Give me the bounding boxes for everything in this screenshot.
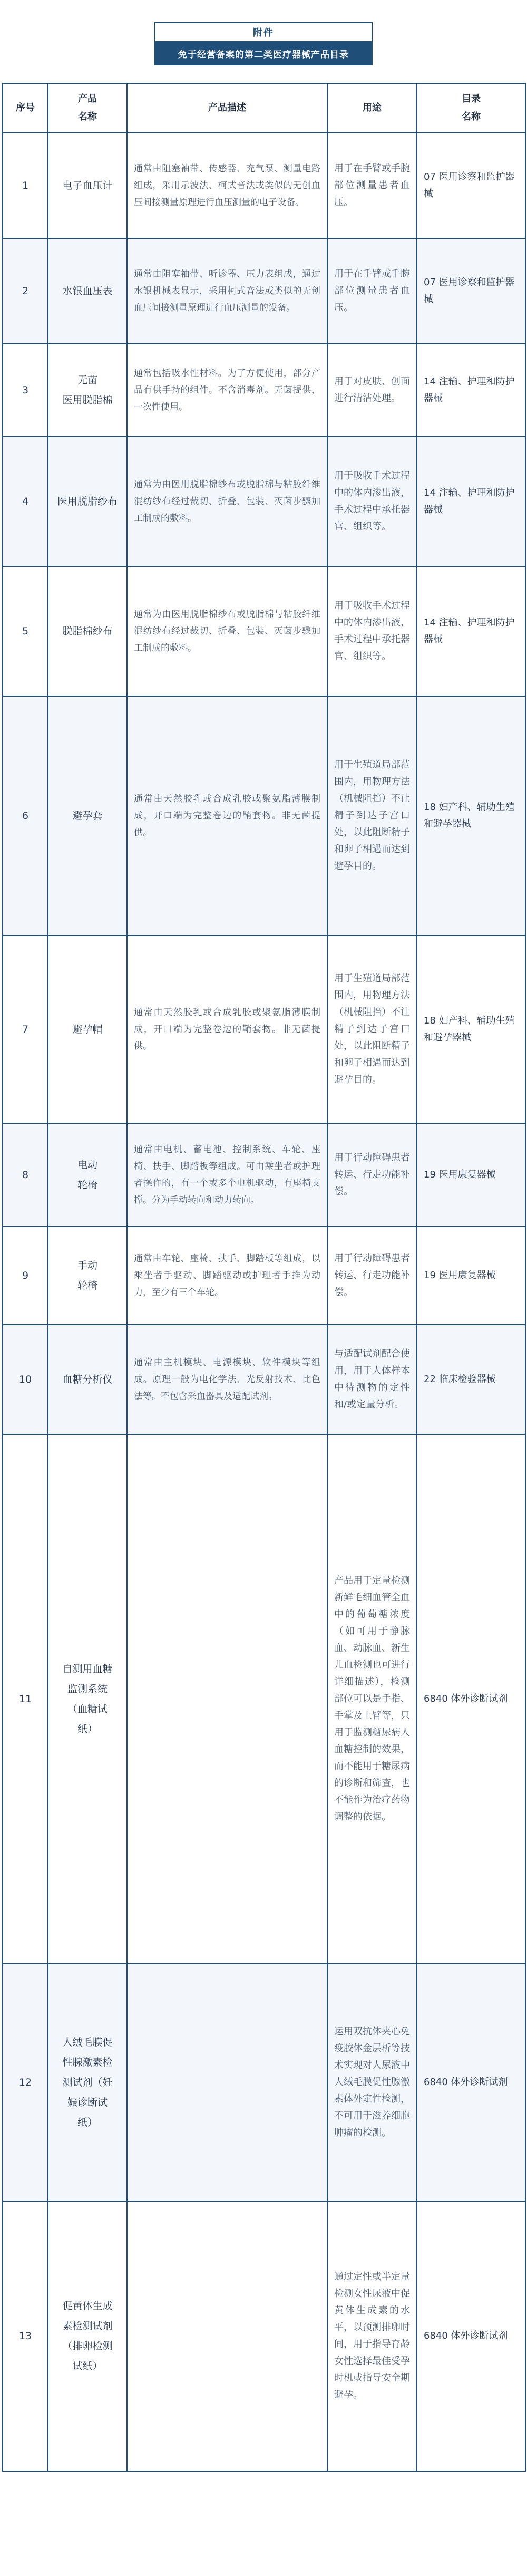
row-number: 12 bbox=[3, 1964, 48, 2201]
catalog-name: 19 医用康复器械 bbox=[417, 1227, 525, 1325]
product-description: 通常为由医用脱脂棉纱布或脱脂棉与粘胶纤维混纺纱布经过裁切、折叠、包装、灭菌步骤加工制成的敷料。 bbox=[127, 566, 327, 696]
product-name: 人绒毛膜促 性腺激素检 测试剂（妊 娠诊断试 纸） bbox=[48, 1964, 127, 2201]
product-description: 通常由主机模块、电源模块、软件模块等组成。原理一般为电化学法、光反射技术、比色法等。不包含采血器具及适配试剂。 bbox=[127, 1325, 327, 1434]
product-use: 用于行动障碍患者转运、行走功能补偿。 bbox=[327, 1123, 417, 1227]
table-row bbox=[3, 133, 525, 238]
product-description bbox=[127, 1964, 327, 2201]
attachment-header bbox=[154, 22, 373, 65]
product-use: 用于生殖道局部范围内，用物理方法（机械阻挡）不让精子到达子宫口处，以此阻断精子和卵子相遇而达到避孕目的。 bbox=[327, 935, 417, 1123]
product-description: 通常由车轮、座椅、扶手、脚踏板等组成，以乘坐者手驱动、脚踏驱动或护理者手推为动力，至少有三个车轮。 bbox=[127, 1227, 327, 1325]
product-description: 通常由阻塞袖带、听诊器、压力表组成，通过水银机械表显示，采用柯式音法或类似的无创血压间接测量原理进行血压测量的设备。 bbox=[127, 238, 327, 344]
row-number: 11 bbox=[3, 1434, 48, 1964]
product-use: 与适配试剂配合使用，用于人体样本中待测物的定性和/或定量分析。 bbox=[327, 1325, 417, 1434]
product-use: 用于在手臂或手腕部位测量患者血压。 bbox=[327, 238, 417, 344]
row-number: 7 bbox=[3, 935, 48, 1123]
product-description: 通常包括吸水性材料。为了方便使用，部分产品有供手持的组件。不含消毒剂。无菌提供，一次性使用。 bbox=[127, 344, 327, 437]
catalog-name: 14 注输、护理和防护器械 bbox=[417, 344, 525, 437]
column-header-catalog: 目录 名称 bbox=[417, 83, 525, 133]
product-use: 用于行动障碍患者转运、行走功能补偿。 bbox=[327, 1227, 417, 1325]
catalog-name: 6840 体外诊断试剂 bbox=[417, 2201, 525, 2471]
row-number: 3 bbox=[3, 344, 48, 437]
table-row bbox=[3, 344, 525, 437]
catalog-name: 07 医用诊察和监护器械 bbox=[417, 133, 525, 238]
column-header-number: 序号 bbox=[3, 83, 48, 133]
table-row bbox=[3, 437, 525, 566]
product-name: 自测用血糖 监测系统 （血糖试 纸） bbox=[48, 1434, 127, 1964]
product-use: 运用双抗体夹心免疫胶体金层析等技术实现对人尿液中人绒毛膜促性腺激素体外定性检测，不可用于滋养细胞肿瘤的检测。 bbox=[327, 1964, 417, 2201]
catalog-name: 14 注输、护理和防护器械 bbox=[417, 566, 525, 696]
catalog-name: 18 妇产科、辅助生殖和避孕器械 bbox=[417, 696, 525, 935]
column-header-use: 用途 bbox=[327, 83, 417, 133]
table-row bbox=[3, 1325, 525, 1434]
product-name: 水银血压表 bbox=[48, 238, 127, 344]
product-use: 通过定性或半定量检测女性尿液中促黄体生成素的水平，以预测排卵时间，用于指导育龄女性选择最佳受孕时机或指导安全期避孕。 bbox=[327, 2201, 417, 2471]
product-use: 用于对皮肤、创面进行清洁处理。 bbox=[327, 344, 417, 437]
catalog-name: 22 临床检验器械 bbox=[417, 1325, 525, 1434]
catalog-name: 6840 体外诊断试剂 bbox=[417, 1964, 525, 2201]
catalog-title-box bbox=[154, 41, 373, 65]
product-description: 通常由天然胶乳或合成乳胶或聚氨脂薄膜制成，开口端为完整卷边的鞘套物。非无菌提供。 bbox=[127, 935, 327, 1123]
row-number: 8 bbox=[3, 1123, 48, 1227]
catalog-name: 19 医用康复器械 bbox=[417, 1123, 525, 1227]
product-description: 通常由电机、蓄电池、控制系统、车轮、座椅、扶手、脚踏板等组成。可由乘坐者或护理者操作的，有一个或多个电机驱动，有座椅支撑。分为手动转向和动力转向。 bbox=[127, 1123, 327, 1227]
product-use: 产品用于定量检测新鲜毛细血管全血中的葡萄糖浓度（如可用于静脉血、动脉血、新生儿血检测也可进行详细描述），检测部位可以是手指、手掌及上臂等，只用于监测糖尿病人血糖控制的效果，而不能用于糖尿病的诊断和筛查，也不能作为治疗药物调整的依据。 bbox=[327, 1434, 417, 1964]
table-row bbox=[3, 1434, 525, 1964]
product-description: 通常为由医用脱脂棉纱布或脱脂棉与粘胶纤维混纺纱布经过裁切、折叠、包装、灭菌步骤加工制成的敷料。 bbox=[127, 437, 327, 566]
catalog-name: 18 妇产科、辅助生殖和避孕器械 bbox=[417, 935, 525, 1123]
table-row bbox=[3, 2201, 525, 2471]
row-number: 4 bbox=[3, 437, 48, 566]
table-row bbox=[3, 1964, 525, 2201]
product-name: 促黄体生成 素检测试剂 （排卵检测 试纸） bbox=[48, 2201, 127, 2471]
row-number: 5 bbox=[3, 566, 48, 696]
row-number: 6 bbox=[3, 696, 48, 935]
table-row bbox=[3, 566, 525, 696]
table-row bbox=[3, 696, 525, 935]
product-name: 手动 轮椅 bbox=[48, 1227, 127, 1325]
catalog-name: 07 医用诊察和监护器械 bbox=[417, 238, 525, 344]
table-row bbox=[3, 238, 525, 344]
table-row bbox=[3, 935, 525, 1123]
product-name: 医用脱脂纱布 bbox=[48, 437, 127, 566]
column-header-description: 产品描述 bbox=[127, 83, 327, 133]
product-description bbox=[127, 2201, 327, 2471]
column-header-product-name: 产品 名称 bbox=[48, 83, 127, 133]
product-name: 脱脂棉纱布 bbox=[48, 566, 127, 696]
product-name: 电动 轮椅 bbox=[48, 1123, 127, 1227]
row-number: 10 bbox=[3, 1325, 48, 1434]
row-number: 2 bbox=[3, 238, 48, 344]
product-name: 避孕帽 bbox=[48, 935, 127, 1123]
product-name: 避孕套 bbox=[48, 696, 127, 935]
table-header-row bbox=[3, 83, 525, 133]
table-row bbox=[3, 1227, 525, 1325]
row-number: 13 bbox=[3, 2201, 48, 2471]
attachment-label: 附件 bbox=[253, 27, 274, 38]
product-use: 用于生殖道局部范围内，用物理方法（机械阻挡）不让精子到达子宫口处，以此阻断精子和卵子相遇而达到避孕目的。 bbox=[327, 696, 417, 935]
product-catalog-table bbox=[2, 83, 526, 2472]
product-name: 无菌 医用脱脂棉 bbox=[48, 344, 127, 437]
catalog-name: 6840 体外诊断试剂 bbox=[417, 1434, 525, 1964]
product-description: 通常由天然胶乳或合成乳胶或聚氨脂薄膜制成，开口端为完整卷边的鞘套物。非无菌提供。 bbox=[127, 696, 327, 935]
catalog-name: 14 注输、护理和防护器械 bbox=[417, 437, 525, 566]
product-name: 电子血压计 bbox=[48, 133, 127, 238]
product-use: 用于吸收手术过程中的体内渗出液，手术过程中承托器官、组织等。 bbox=[327, 437, 417, 566]
product-use: 用于在手臂或手腕部位测量患者血压。 bbox=[327, 133, 417, 238]
row-number: 1 bbox=[3, 133, 48, 238]
product-name: 血糖分析仪 bbox=[48, 1325, 127, 1434]
product-description bbox=[127, 1434, 327, 1964]
product-use: 用于吸收手术过程中的体内渗出液，手术过程中承托器官、组织等。 bbox=[327, 566, 417, 696]
attachment-label-box bbox=[154, 22, 373, 41]
row-number: 9 bbox=[3, 1227, 48, 1325]
product-description: 通常由阻塞袖带、传感器、充气泵、测量电路组成，采用示波法、柯式音法或类似的无创血压间接测量原理进行血压测量的电子设备。 bbox=[127, 133, 327, 238]
catalog-title: 免于经营备案的第二类医疗器械产品目录 bbox=[178, 49, 349, 60]
table-row bbox=[3, 1123, 525, 1227]
